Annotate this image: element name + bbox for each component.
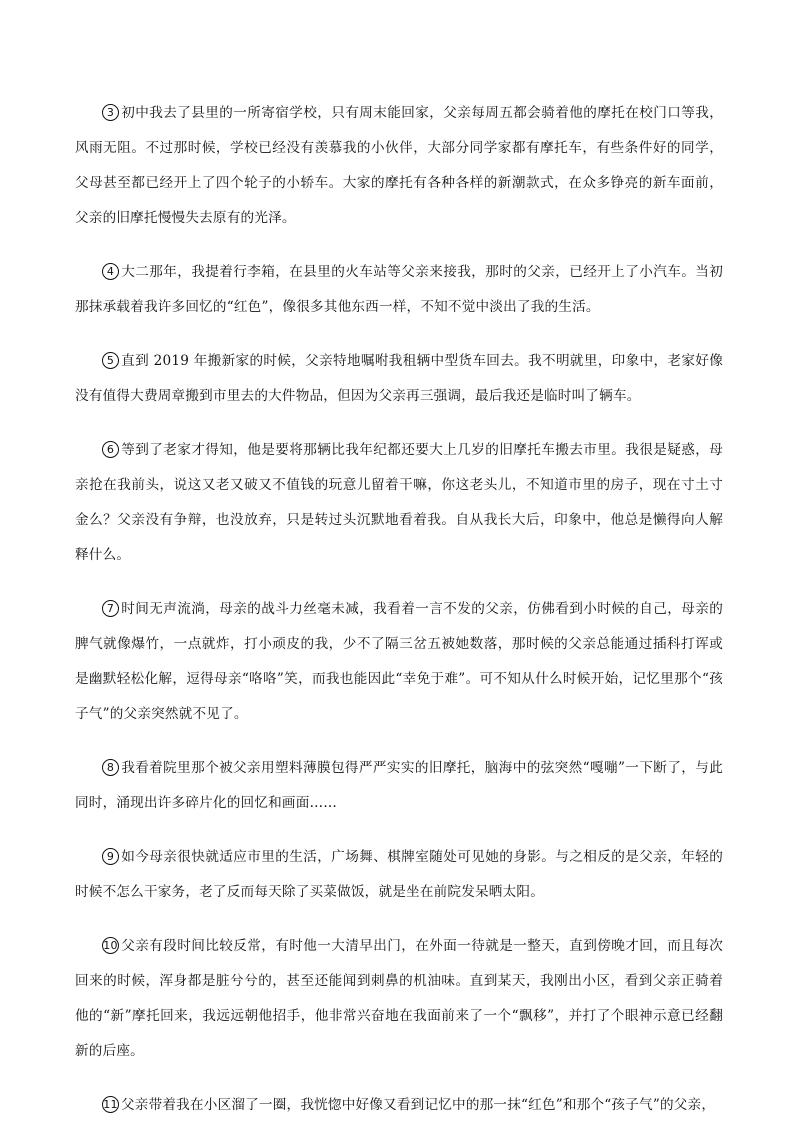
paragraph-number: 5: [102, 352, 119, 369]
paragraph-number: 8: [102, 759, 119, 776]
paragraph-7: [75, 592, 723, 732]
paragraph-8: [75, 751, 723, 821]
paragraph-9: [75, 840, 723, 910]
paragraph-text: 父亲带着我在小区溜了一圈，我恍惚中好像又看到记忆中的那一抹“红色”和那个“孩子气”的父亲，: [121, 1097, 716, 1113]
paragraph-6: [75, 433, 723, 573]
paragraph-text: 等到了老家才得知，他是要将那辆比我年纪都还要大上几岁的旧摩托车搬去市里。我很是疑惑，母亲抢在我前头，说这又老又破又不值钱的玩意儿留着干嘛，你这老头儿，不知道市里的房子，现在寸土寸金么？父亲没有争辩，也没放弃，只是转过头沉默地看着我。自从我长大后，印象中，他总是懒得向人解释什么。: [75, 442, 723, 563]
paragraph-number: 3: [102, 104, 119, 121]
paragraph-5: [75, 344, 723, 414]
paragraph-text: 我看着院里那个被父亲用塑料薄膜包得严严实实的旧摩托，脑海中的弦突然“嘎嘣”一下断了，与此同时，涌现出许多碎片化的回忆和画面……: [75, 760, 723, 811]
paragraph-text: 时间无声流淌，母亲的战斗力丝毫未减，我看着一言不发的父亲，仿佛看到小时候的自己，母亲的脾气就像爆竹，一点就炸，打小顽皮的我，少不了隔三岔五被她数落，那时候的父亲总能通过插科打诨或是幽默轻松化解，逗得母亲“咯咯”笑，而我也能因此“幸免于难”。可不知从什么时候开始，记忆里那个“孩子气”的父亲突然就不见了。: [75, 601, 723, 722]
paragraph-number: 6: [102, 441, 119, 458]
paragraph-number: 7: [102, 600, 119, 617]
paragraph-number: 9: [102, 848, 119, 865]
paragraph-text: 父亲有段时间比较反常，有时他一大清早出门，在外面一待就是一整天，直到傍晚才回，而且每次回来的时候，浑身都是脏兮兮的，甚至还能闻到刺鼻的机油味。直到某天，我刚出小区，看到父亲正骑着他的“新”摩托回来，我远远朝他招手，他非常兴奋地在我面前来了一个“飘移”，并打了个眼神示意已经翻新的后座。: [75, 938, 723, 1059]
paragraph-text: 初中我去了县里的一所寄宿学校，只有周末能回家，父亲每周五都会骑着他的摩托在校门口等我，风雨无阻。不过那时候，学校已经没有羡慕我的小伙伴，大部分同学家都有摩托车，有些条件好的同学，父母甚至都已经开上了四个轮子的小轿车。大家的摩托有各种各样的新潮款式，在众多铮亮的新车面前，父亲的旧摩托慢慢失去原有的光泽。: [75, 105, 723, 226]
document-page: [75, 96, 723, 1142]
paragraph-text: 直到 2019 年搬新家的时候，父亲特地嘱咐我租辆中型货车回去。我不明就里，印象中，老家好像没有值得大费周章搬到市里去的大件物品，但因为父亲再三强调，最后我还是临时叫了辆车。: [75, 353, 723, 404]
paragraph-number: 4: [102, 263, 119, 280]
paragraph-3: [75, 96, 723, 236]
paragraph-10: [75, 929, 723, 1069]
paragraph-number: 11: [103, 1098, 118, 1111]
paragraph-text: 大二那年，我提着行李箱，在县里的火车站等父亲来接我，那时的父亲，已经开上了小汽车。当初那抹承载着我许多回忆的“红色”，像很多其他东西一样，不知不觉中淡出了我的生活。: [75, 264, 723, 315]
paragraph-4: [75, 255, 723, 325]
paragraph-text: 如今母亲很快就适应市里的生活，广场舞、棋牌室随处可见她的身影。与之相反的是父亲，年轻的时候不怎么干家务，老了反而每天除了买菜做饭，就是坐在前院发呆晒太阳。: [75, 849, 723, 900]
paragraph-number: 10: [103, 939, 118, 952]
paragraph-11: [75, 1088, 723, 1123]
